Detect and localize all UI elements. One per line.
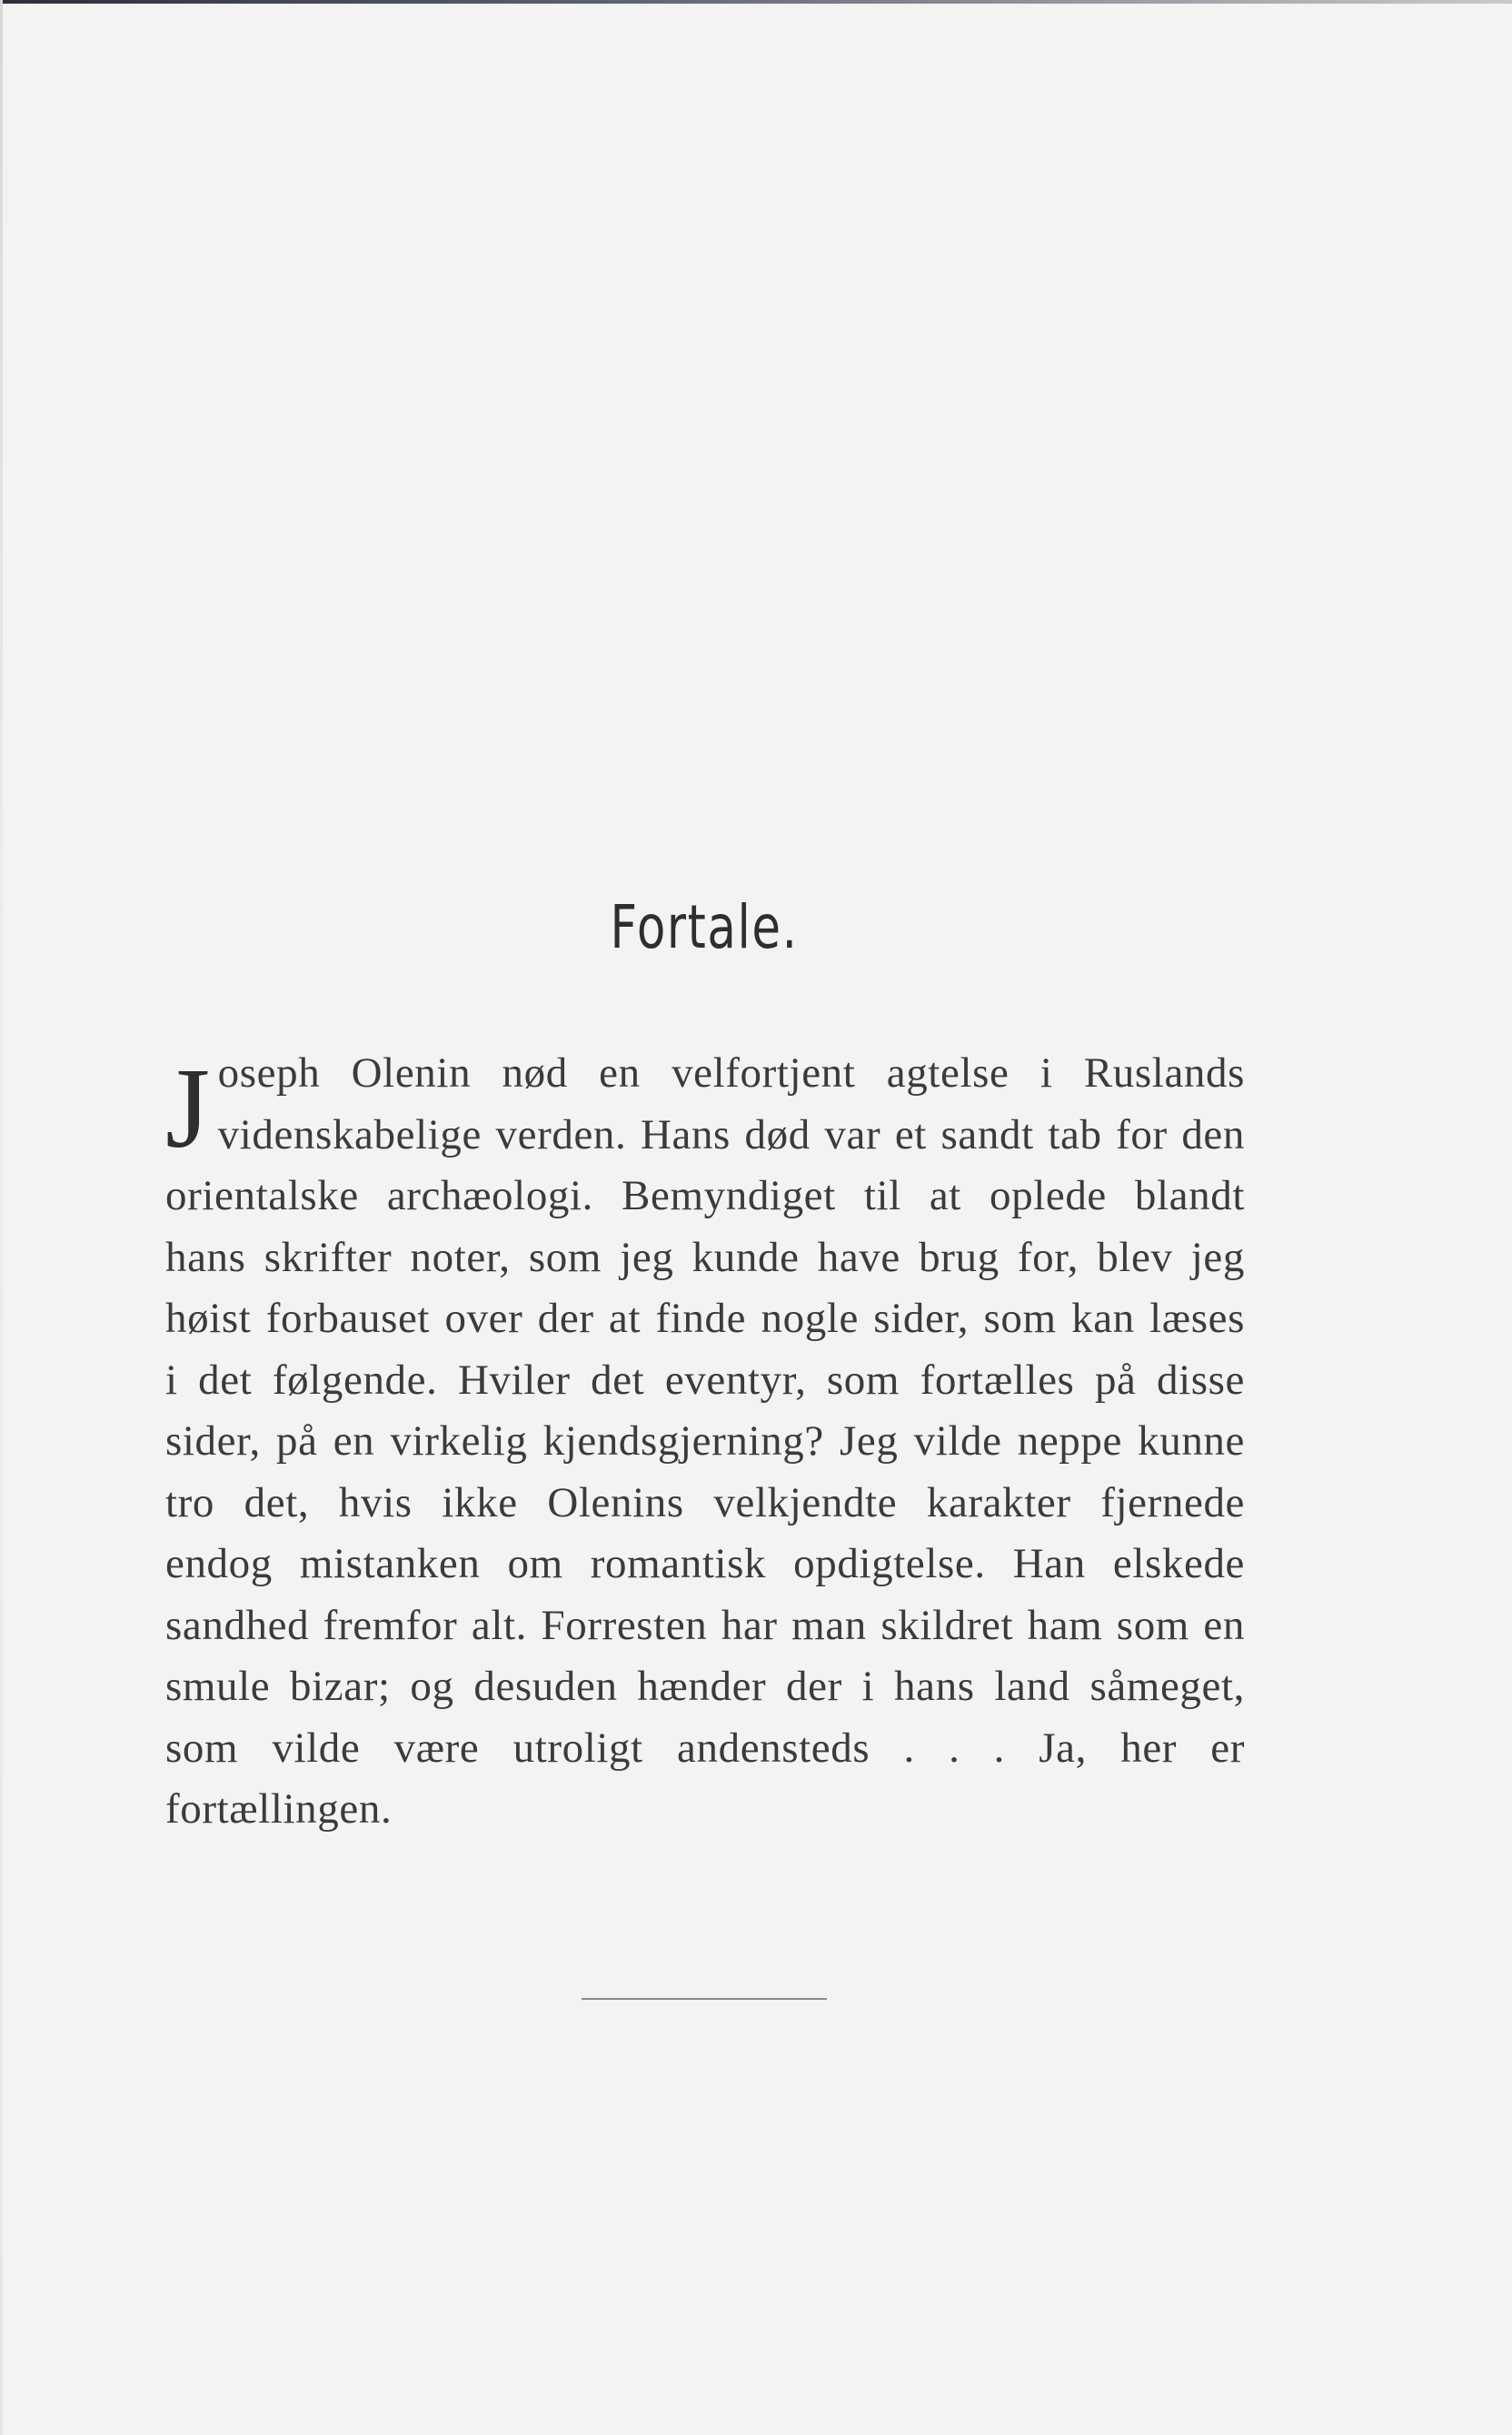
preface-paragraph	[165, 1043, 1245, 1841]
scan-left-edge	[0, 0, 3, 2435]
drop-cap: J	[165, 1046, 211, 1172]
end-rule	[582, 1998, 827, 2000]
preface-text: oseph Olenin nød en velfortjent agtelse i Ruslands videnskabelige verden. Hans død var et sandt tab for den orientalske archæologi. Bemyndiget til at oplede blandt hans skrifter noter, som jeg kunde have brug for, blev jeg høist forbauset over der at finde nogle sider, som kan læses i det følgende. Hviler det eventyr, som fortælles på disse sider, på en virkelig kjendsgjerning? Jeg vilde neppe kunne tro det, hvis ikke Olenins velkjendte karakter fjernede endog mistanken om romantisk opdigtelse. Han elskede sandhed fremfor alt. Forresten har man skildret ham som en smule bizar; og desuden hænder der i hans land såmeget, som vilde være utroligt andensteds . . . Ja, her er fortællingen.	[165, 1049, 1245, 1833]
scan-top-edge	[0, 0, 1512, 4]
page-title: Fortale.	[610, 892, 799, 962]
